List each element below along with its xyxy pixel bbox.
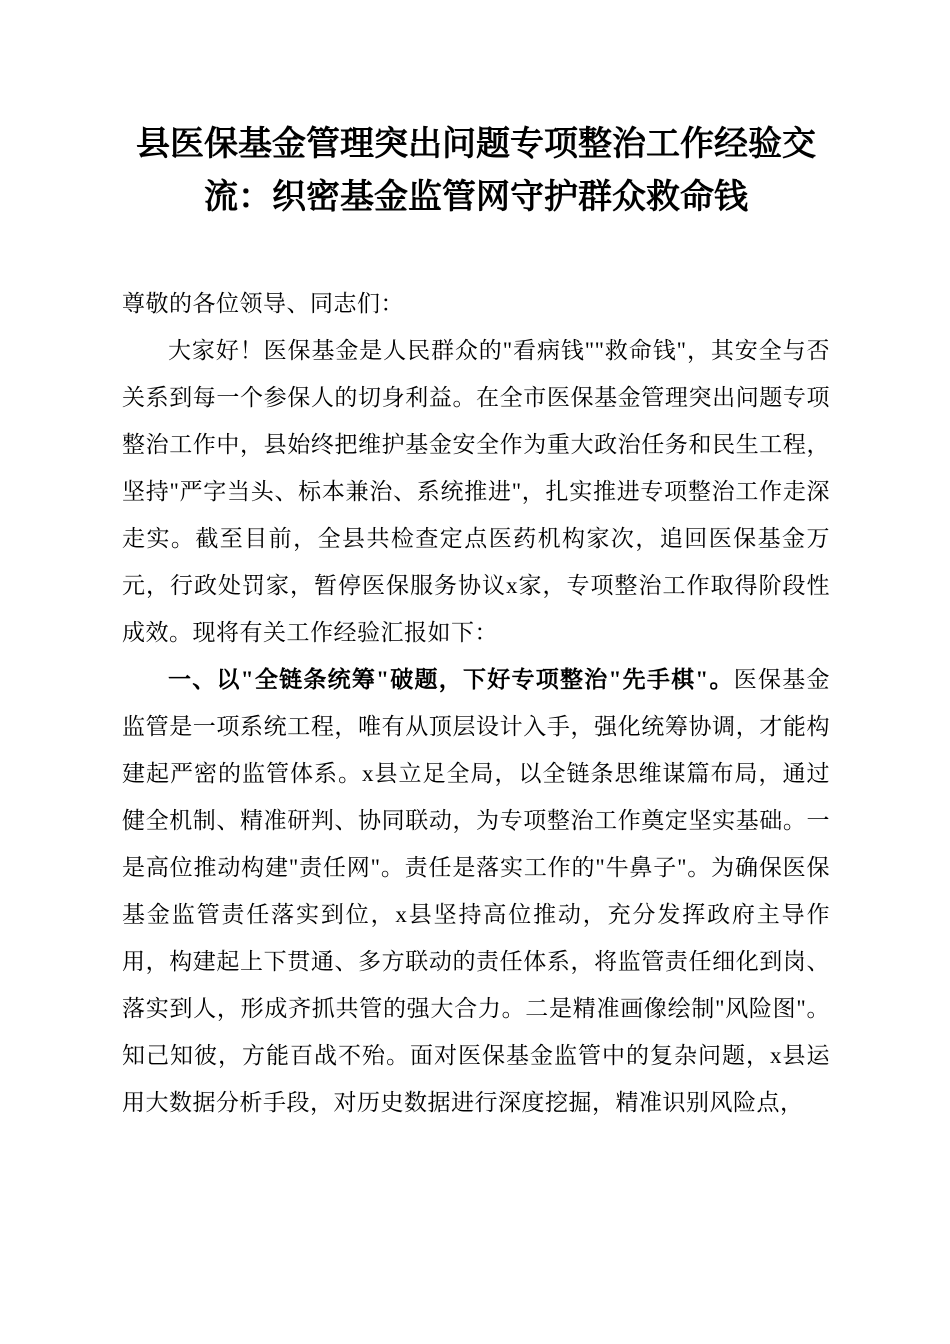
- document-title: 县医保基金管理突出问题专项整治工作经验交流：织密基金监管网守护群众救命钱: [136, 126, 816, 216]
- section-1-heading: 一、以"全链条统筹"破题，下好专项整治"先手棋"。: [168, 667, 734, 692]
- salutation-paragraph: 尊敬的各位领导、同志们：: [122, 291, 404, 316]
- section-1-body: 医保基金监管是一项系统工程，唯有从顶层设计入手，强化统筹协调，才能构建起严密的监管体系。x县立足全局，以全链条思维谋篇布局，通过健全机制、精准研判、协同联动，为专项整治工作奠定坚实基础。一是高位推动构建"责任网"。责任是落实工作的"牛鼻子"。为确保医保基金监管责任落实到位，x县坚持高位推动，充分发挥政府主导作用，构建起上下贯通、多方联动的责任体系，将监管责任细化到岗、落实到人，形成齐抓共管的强大合力。二是精准画像绘制"风险图"。知己知彼，方能百战不殆。面对医保基金监管中的复杂问题，x县运用大数据分析手段，对历史数据进行深度挖掘，精准识别风险点，: [122, 667, 830, 1115]
- opening-paragraph: 大家好！医保基金是人民群众的"看病钱""救命钱"，其安全与否关系到每一个参保人的切身利益。在全市医保基金管理突出问题专项整治工作中，县始终把维护基金安全作为重大政治任务和民生工程，坚持"严字当头、标本兼治、系统推进"，扎实推进专项整治工作走深走实。截至目前，全县共检查定点医药机构家次，追回医保基金万元，行政处罚家，暂停医保服务协议x家，专项整治工作取得阶段性成效。现将有关工作经验汇报如下：: [122, 338, 830, 645]
- section-1-paragraph: [122, 656, 830, 1126]
